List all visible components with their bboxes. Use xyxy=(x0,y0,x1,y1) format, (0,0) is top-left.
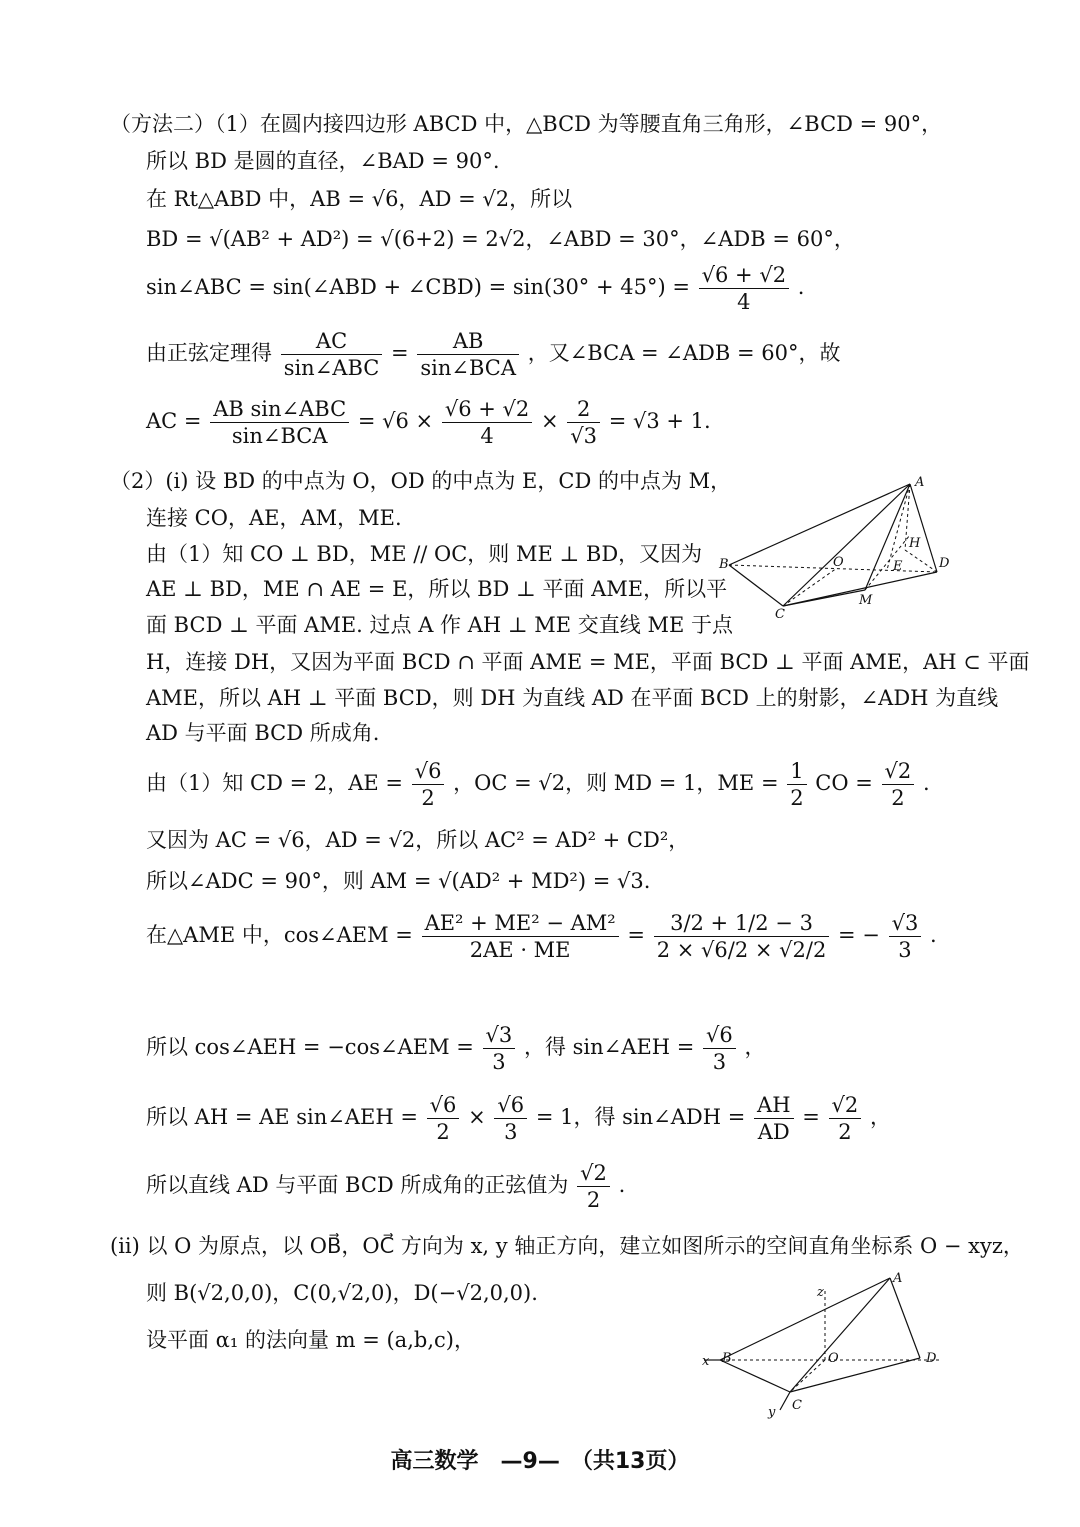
line-11: AE ⊥ BD，ME ∩ AE = E，所以 BD ⊥ 平面 AME，所以平 xyxy=(146,577,728,601)
line-20: 所以 cos∠AEH = −cos∠AEM = $\frac{√3}{3}$ ，得 sin∠AEH = $\frac{√6}{3}$ ， xyxy=(146,1023,766,1074)
text: sin∠ABC = sin(∠ABD + ∠CBD) = sin(30° + 45°) = xyxy=(146,275,690,299)
axis-y-label: y xyxy=(768,1405,776,1420)
label-H: H xyxy=(909,536,921,551)
label-B: B xyxy=(722,1351,732,1366)
line-1: （方法二）（1）在圆内接四边形 ABCD 中，△BCD 为等腰直角三角形，∠BCD = 90°， xyxy=(110,112,943,136)
fraction: $\frac{√6 + √2}{4}$ xyxy=(442,396,532,449)
fraction: $\frac{√6}{3}$ xyxy=(494,1092,527,1145)
line-4: BD = √(AB² + AD²) = √(6+2) = 2√2，∠ABD = 30°，∠ADB = 60°， xyxy=(146,227,855,251)
line-10: 由（1）知 CO ⊥ BD，ME // OC，则 ME ⊥ BD，又因为 xyxy=(146,542,703,566)
label-D: D xyxy=(926,1351,937,1366)
line-8: （2）(i) 设 BD 的中点为 O，OD 的中点为 E，CD 的中点为 M， xyxy=(110,469,732,493)
fraction: $\frac{\text{AE² + ME² − AM²}}{2AE \cdot ME}$ xyxy=(422,910,619,963)
fraction: $\frac{√6}{3}$ xyxy=(703,1022,736,1075)
line-5: sin∠ABC = sin(∠ABD + ∠CBD) = sin(30° + 45°) = $\frac{√6 + √2}{4}$ . xyxy=(146,263,805,314)
label-A: A xyxy=(915,475,925,490)
fraction: $\frac{\text{AB sin∠ABC}}{\text{sin∠BCA}}$ xyxy=(210,396,349,449)
label-M: M xyxy=(859,593,873,608)
fraction: $\frac{2}{√3}$ xyxy=(567,396,600,449)
label-A: A xyxy=(893,1271,903,1286)
line-19: 在△AME 中，cos∠AEM = $\frac{\text{AE² + ME² − AM²}}{2AE \cdot ME}$ = $\frac{3/2 + 1/2 - 3}{2 \times √6/2 \times √2/2}$ = − $\frac{√3}{3}$ . xyxy=(146,911,937,962)
line-22: 所以直线 AD 与平面 BCD 所成角的正弦值为 $\frac{√2}{2}$ . xyxy=(146,1161,626,1212)
label-B: B xyxy=(719,557,729,572)
line-2: 所以 BD 是圆的直径，∠BAD = 90°. xyxy=(146,149,500,173)
line-15: AD 与平面 BCD 所成角. xyxy=(146,721,380,745)
label-C: C xyxy=(792,1398,802,1413)
line-21: 所以 AH = AE sin∠AEH = $\frac{√6}{2}$ × $\frac{√6}{3}$ = 1，得 sin∠ADH = $\frac{AH}{AD}$ = $\frac{√2}{2}$ ， xyxy=(146,1093,891,1144)
line-25: 设平面 α₁ 的法向量 m = (a,b,c)， xyxy=(146,1328,475,1352)
axis-x-label: x xyxy=(702,1354,710,1369)
page-footer: 高三数学 —9— （共13页） xyxy=(390,1449,690,1474)
label-O: O xyxy=(828,1351,839,1366)
fraction: $\frac{√2}{2}$ xyxy=(577,1160,610,1213)
label-D: D xyxy=(939,556,950,571)
line-14: AME，所以 AH ⊥ 平面 BCD，则 DH 为直线 AD 在平面 BCD 上的射影，∠ADH 为直线 xyxy=(146,686,999,710)
line-7: AC = $\frac{\text{AB sin∠ABC}}{\text{sin∠BCA}}$ = √6 × $\frac{√6 + √2}{4}$ × $\frac{2}{√3}$ = √3 + 1. xyxy=(146,397,711,448)
line-13: H，连接 DH，又因为平面 BCD ∩ 平面 AME = ME，平面 BCD ⊥ 平面 AME，AH ⊂ 平面 xyxy=(146,650,1030,674)
label-E: E xyxy=(893,559,903,574)
fraction: $\frac{√2}{2}$ xyxy=(882,758,915,811)
fraction: $\frac{3/2 + 1/2 - 3}{2 \times √6/2 \times √2/2}$ xyxy=(654,910,830,963)
line-6: 由正弦定理得 $\frac{AC}{\text{sin∠ABC}}$ = $\frac{AB}{\text{sin∠BCA}}$ ，又∠BCA = ∠ADB = 60°，故 xyxy=(146,329,841,380)
fraction: $\frac{√3}{3}$ xyxy=(889,910,922,963)
fraction: $\frac{AB}{\text{sin∠BCA}}$ xyxy=(417,328,519,381)
fraction: $\frac{√6}{2}$ xyxy=(427,1092,460,1145)
line-17: 又因为 AC = √6，AD = √2，所以 AC² = AD² + CD²， xyxy=(146,828,690,852)
line-9: 连接 CO，AE，AM，ME. xyxy=(146,506,402,530)
line-24: 则 B(√2,0,0)，C(0,√2,0)，D(−√2,0,0). xyxy=(146,1281,538,1305)
label-C: C xyxy=(775,607,785,620)
fraction: $\frac{1}{2}$ xyxy=(787,758,806,811)
label-O: O xyxy=(833,555,844,570)
fraction: $\frac{√6}{2}$ xyxy=(412,758,445,811)
line-12: 面 BCD ⊥ 平面 AME. 过点 A 作 AH ⊥ ME 交直线 ME 于点 xyxy=(146,613,733,637)
line-16: 由（1）知 CD = 2，AE = $\frac{√6}{2}$ ，OC = √2，则 MD = 1，ME = $\frac{1}{2}$ CO = $\frac{√2}{2}$ . xyxy=(146,759,930,810)
fraction: $\frac{√6 + √2}{4}$ xyxy=(699,262,789,315)
fraction: $\frac{√3}{3}$ xyxy=(483,1022,516,1075)
fraction: $\frac{AH}{AD}$ xyxy=(754,1092,793,1145)
line-18: 所以∠ADC = 90°，则 AM = √(AD² + MD²) = √3. xyxy=(146,869,651,893)
pyramid-figure-2 xyxy=(700,1270,950,1425)
axis-z-label: z xyxy=(817,1285,824,1300)
fraction: $\frac{√2}{2}$ xyxy=(829,1092,862,1145)
line-3: 在 Rt△ABD 中，AB = √6，AD = √2，所以 xyxy=(146,187,573,211)
pyramid-figure-1 xyxy=(715,470,975,620)
line-23: (ii) 以 O 为原点，以 OB⃗，OC⃗ 方向为 x, y 轴正方向，建立如图所示的空间直角坐标系 O − xyz， xyxy=(110,1234,1024,1258)
fraction: $\frac{AC}{\text{sin∠ABC}}$ xyxy=(281,328,383,381)
